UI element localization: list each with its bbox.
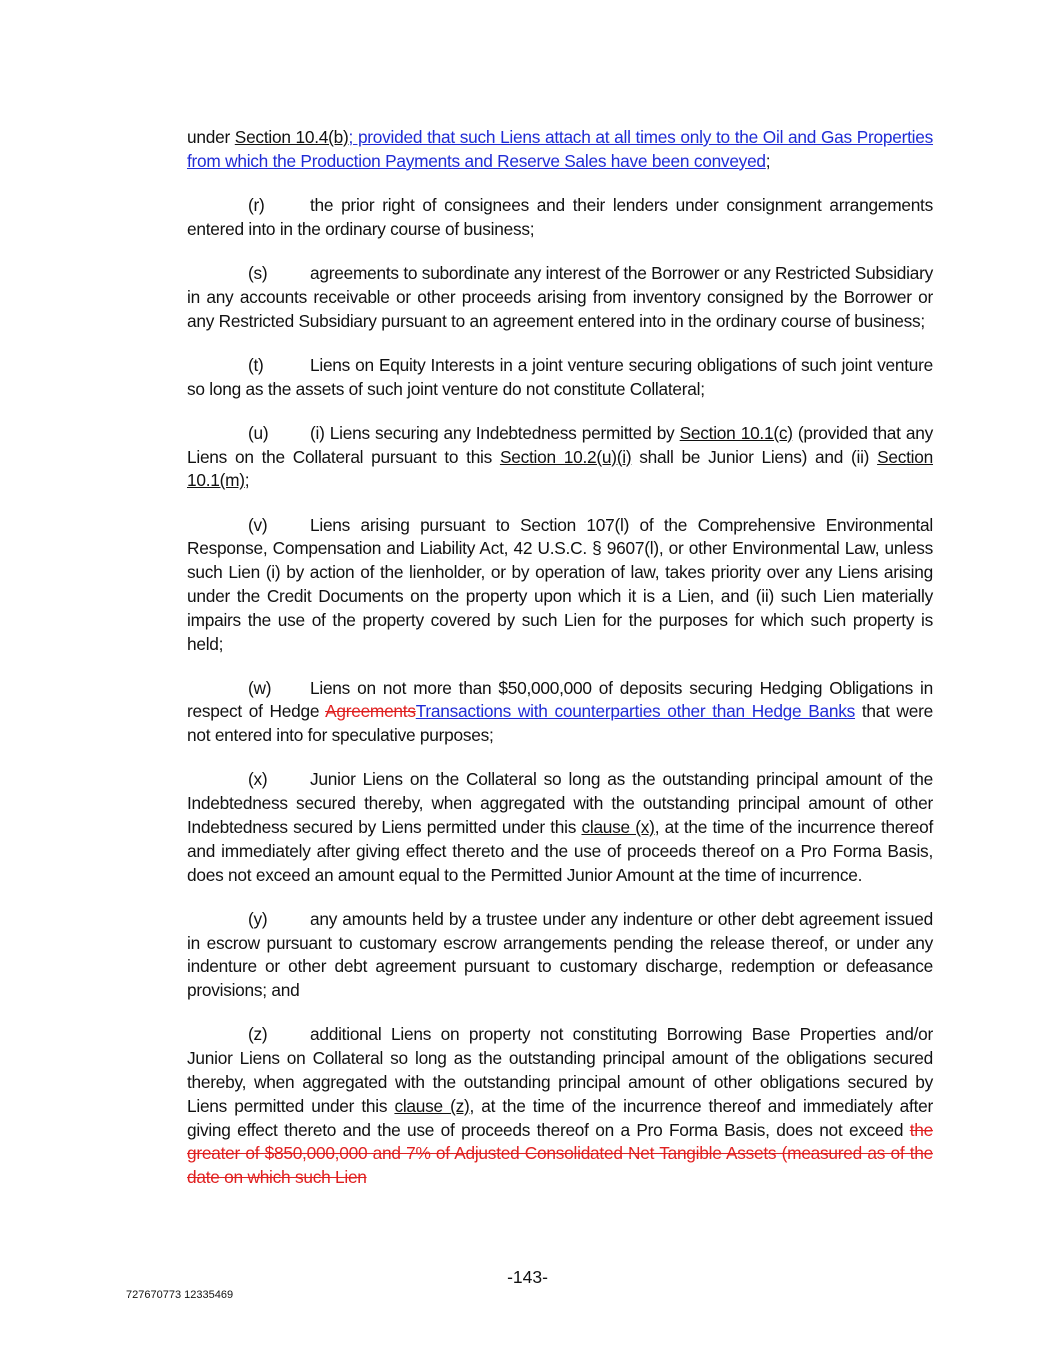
text: , at the time of the incurrence thereof and immediately after giving effect thereto and the use of proceeds thereof on a Pro Forma Basis, does not exceed an amount equal to the Permitted Junior Amount at the time of incurrence.: [187, 817, 934, 885]
paragraph-z: [187, 1023, 933, 1190]
text: the prior right of consignees and their lenders under consignment arrangements entered into in the ordinary course of business;: [187, 194, 933, 239]
text: Liens on Equity Interests in a joint venture securing obligations of such joint venture so long as the assets of such joint venture do not constitute Collateral;: [187, 354, 933, 399]
paragraph-w: [187, 677, 933, 748]
clause-label: (s): [248, 262, 268, 283]
page-number: -143-: [507, 1267, 548, 1287]
paragraph-q-continued: [187, 126, 933, 174]
clause-label: (z): [248, 1024, 268, 1045]
deleted-text: the greater of $850,000,000 and 7% of Adjusted Consolidated Net Tangible Assets (measured as of the date on which such Lien: [187, 1119, 933, 1188]
paragraph-x: [187, 768, 933, 887]
text: agreements to subordinate any interest of the Borrower or any Restricted Subsidiary in any accounts receivable or other proceeds arising from inventory consigned by the Borrower or any Restricted Subsidiary pursuant to an agreement entered into in the ordinary course of business;: [187, 262, 933, 331]
clause-reference: clause (z): [394, 1095, 470, 1116]
paragraph-t: [187, 354, 933, 402]
text: ;: [765, 150, 771, 171]
text: (provided that any Liens on the Collateral pursuant to this: [187, 422, 934, 467]
paragraph-r: [187, 194, 933, 242]
text: Liens arising pursuant to Section 107(l) of the Comprehensive Environmental Response, Compensation and Liability Act, 42 U.S.C. § 9607(l), or other Environmental Law, unless such Lien (i) by action of the lienholder, or by operation of law, takes priority over any Liens arising under the Credit Documents on the property upon which it is a Lien, and (ii) such Lien materially impairs the use of the property covered by such Lien for the purposes for which such property is held;: [187, 514, 933, 654]
paragraph-s: [187, 262, 933, 333]
text: under: [187, 127, 235, 147]
inserted-text: Transactions with counterparties other than Hedge Banks: [415, 701, 856, 722]
text: Junior Liens on the Collateral so long as the outstanding principal amount of the Indebtedness secured thereby, when aggregated with the outstanding principal amount of other Indebtedness secured by Liens permitted under this: [187, 769, 933, 838]
clause-label: (v): [248, 514, 268, 535]
section-reference: Section 10.1(c): [679, 422, 793, 443]
text: (i) Liens securing any Indebtedness permitted by: [310, 422, 680, 443]
clause-label: (x): [248, 769, 268, 790]
text: additional Liens on property not constituting Borrowing Base Properties and/or Junior Liens on Collateral so long as the outstanding principal amount of the obligations secured thereby, when aggregated with the outstanding principal amount of other obligations secured by Liens permitted under this: [187, 1024, 933, 1116]
clause-label: (y): [248, 908, 268, 929]
inserted-text: ; provided that such Liens attach at all times only to the Oil and Gas Properties from which the Production Payments and Reserve Sales have been conveyed: [187, 127, 933, 171]
document-id: 727670773 12335469: [126, 1289, 234, 1301]
paragraph-u: [187, 422, 933, 493]
section-reference: Section 10.4(b): [234, 127, 349, 147]
clause-reference: clause (x): [581, 817, 655, 838]
clause-label: (w): [248, 677, 272, 698]
text: that were not entered into for speculative purposes;: [187, 701, 933, 746]
clause-label: (t): [248, 354, 264, 375]
text: ;: [244, 470, 250, 491]
deleted-text: Agreements: [325, 701, 416, 722]
text: , at the time of the incurrence thereof and immediately after giving effect thereto and the use of proceeds thereof on a Pro Forma Basis, does not exceed: [187, 1095, 933, 1140]
clause-label: (r): [248, 194, 265, 215]
text: Liens on not more than $50,000,000 of deposits securing Hedging Obligations in respect of Hedge: [187, 677, 933, 722]
document-page: [187, 126, 933, 1210]
paragraph-y: [187, 908, 933, 1003]
clause-label: (u): [248, 422, 269, 443]
section-reference: Section 10.1(m): [187, 446, 933, 491]
paragraph-v: [187, 514, 933, 657]
text: any amounts held by a trustee under any indenture or other debt agreement issued in escrow pursuant to customary escrow arrangements pending the release thereof, or under any indenture or other debt agreement pursuant to customary discharge, redemption or defeasance provisions; and: [187, 908, 933, 1001]
text: shall be Junior Liens) and (ii): [631, 446, 878, 467]
section-reference: Section 10.2(u)(i): [499, 446, 632, 467]
